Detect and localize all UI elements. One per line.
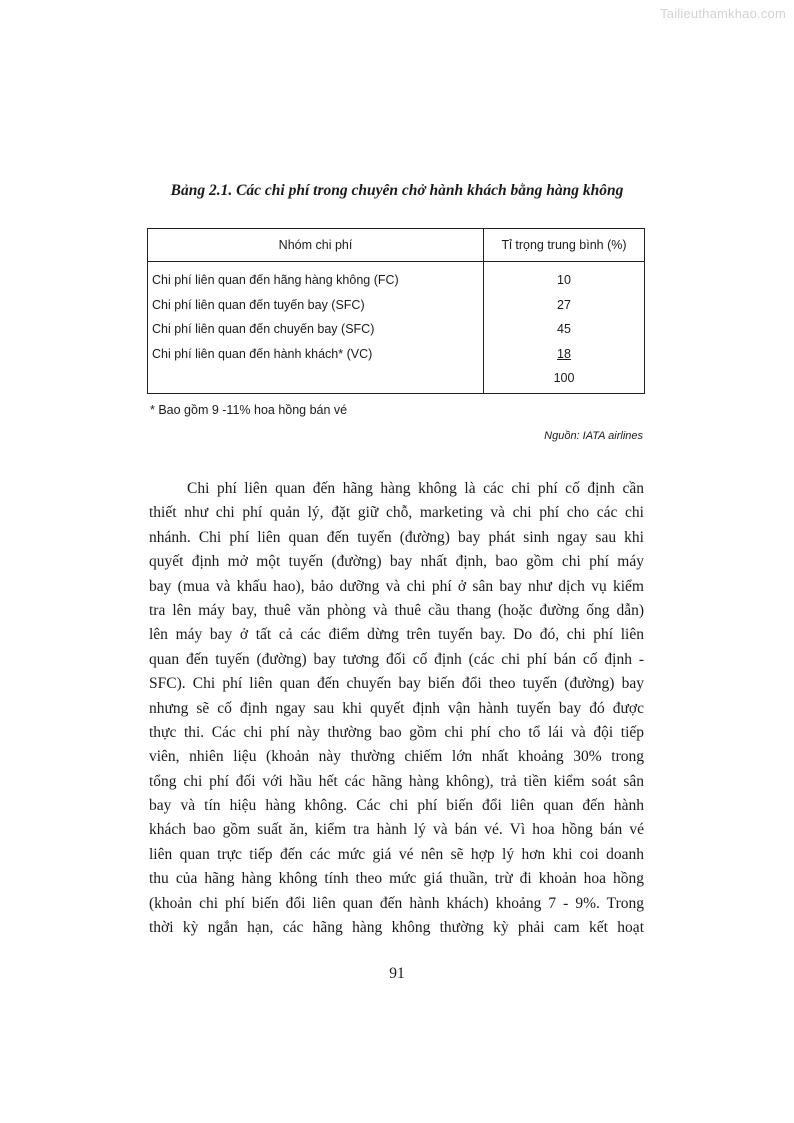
table-row-share-underlined xyxy=(484,346,644,371)
table-row-share: 27 xyxy=(557,297,571,312)
paragraph-line: viên, nhiên liệu (khoản này thường chiếm lớn nhất khoảng 30% trong xyxy=(149,748,644,766)
paragraph-line: bay và tín hiệu hàng không. Các chi phí biến đổi liên quan đến hành xyxy=(149,797,644,815)
watermark: Tailieuthamkhao.com xyxy=(660,6,786,21)
paragraph-line: liên quan trực tiếp đến các mức giá vé nên sẽ hợp lý hơn khi coi doanh xyxy=(149,845,644,863)
paragraph-line: thu của hãng hàng không tính theo mức giá thuần, trừ đi khoản hoa hồng xyxy=(149,870,644,888)
body-paragraph xyxy=(149,477,644,940)
table-source: Nguồn: IATA airlines xyxy=(544,430,643,442)
paragraph-line: (khoản chi phí biến đổi liên quan đến hành khách) khoảng 7 - 9%. Trong xyxy=(149,894,644,912)
table-row-share: 10 xyxy=(557,273,571,287)
page-number: 91 xyxy=(389,965,405,982)
header-average-share: Tỉ trọng trung bình (%) xyxy=(501,238,627,252)
table-row-group: Chi phí liên quan đến hành khách* (VC) xyxy=(152,346,373,361)
share-column xyxy=(484,272,644,395)
table-row-group: Chi phí liên quan đến tuyến bay (SFC) xyxy=(152,297,365,312)
cost-group-column xyxy=(152,272,482,370)
table-footnote: * Bao gồm 9 -11% hoa hồng bán vé xyxy=(150,403,348,417)
paragraph-line: Chi phí liên quan đến hãng hàng không là các chi phí cố định cần xyxy=(187,480,644,497)
table-caption: Bảng 2.1. Các chi phí trong chuyên chở hành khách bằng hàng không xyxy=(170,182,624,199)
paragraph-line: nhưng sẽ cố định ngay sau khi quyết định vận hành tuyến bay đó được xyxy=(149,699,644,717)
table-total: 100 xyxy=(553,371,575,385)
paragraph-line: khách bao gồm suất ăn, kiểm tra hành lý và bán vé. Vì hoa hồng bán vé xyxy=(149,821,644,839)
paragraph-line: SFC). Chi phí liên quan đến chuyến bay biến đổi theo tuyến (đường) bay xyxy=(149,675,644,693)
paragraph-line: thời kỳ ngắn hạn, các hãng hàng không thường kỳ phải cam kết hoạt xyxy=(149,919,644,937)
paragraph-line: lên máy bay ở tất cả các điểm dừng trên tuyến bay. Do đó, chi phí liên xyxy=(149,626,644,644)
paragraph-line: quan đến tuyến (đường) bay tương đối cố định (các chi phí bán cố định - xyxy=(149,650,644,668)
header-cost-group: Nhóm chi phí xyxy=(278,238,353,252)
paragraph-line: tổng chi phí đối với hầu hết các hãng hàng không), trả tiền kiểm soát sân xyxy=(149,772,644,790)
paragraph-line: thực thi. Các chi phí này thường bao gồm chi phí cho tổ lái và đội tiếp xyxy=(149,723,644,741)
paragraph-line: nhánh. Chi phí liên quan đến tuyến (đường) bay phát sinh ngay sau khi xyxy=(149,528,644,546)
table-row-group: Chi phí liên quan đến chuyến bay (SFC) xyxy=(152,322,375,336)
table-row-share: 45 xyxy=(557,322,571,336)
paragraph-line: quyết định mở một tuyến (đường) bay nhất định, bao gồm chi phí máy xyxy=(149,553,644,571)
cost-table xyxy=(147,228,645,394)
header-divider xyxy=(148,261,644,262)
paragraph-line: tra lên máy bay, thuê văn phòng và thuê cầu thang (hoặc đường ống dẫn) xyxy=(149,601,644,619)
table-row-group: Chi phí liên quan đến hãng hàng không (FC) xyxy=(152,273,399,287)
paragraph-line: bay (mua và khấu hao), bảo dưỡng và chi phí ở sân bay như dịch vụ kiểm xyxy=(149,577,644,595)
underlined-value: 18 xyxy=(557,346,571,361)
paragraph-line: thiết như chi phí quản lý, đặt giữ chỗ, marketing và chi phí cho các chi xyxy=(149,504,644,522)
